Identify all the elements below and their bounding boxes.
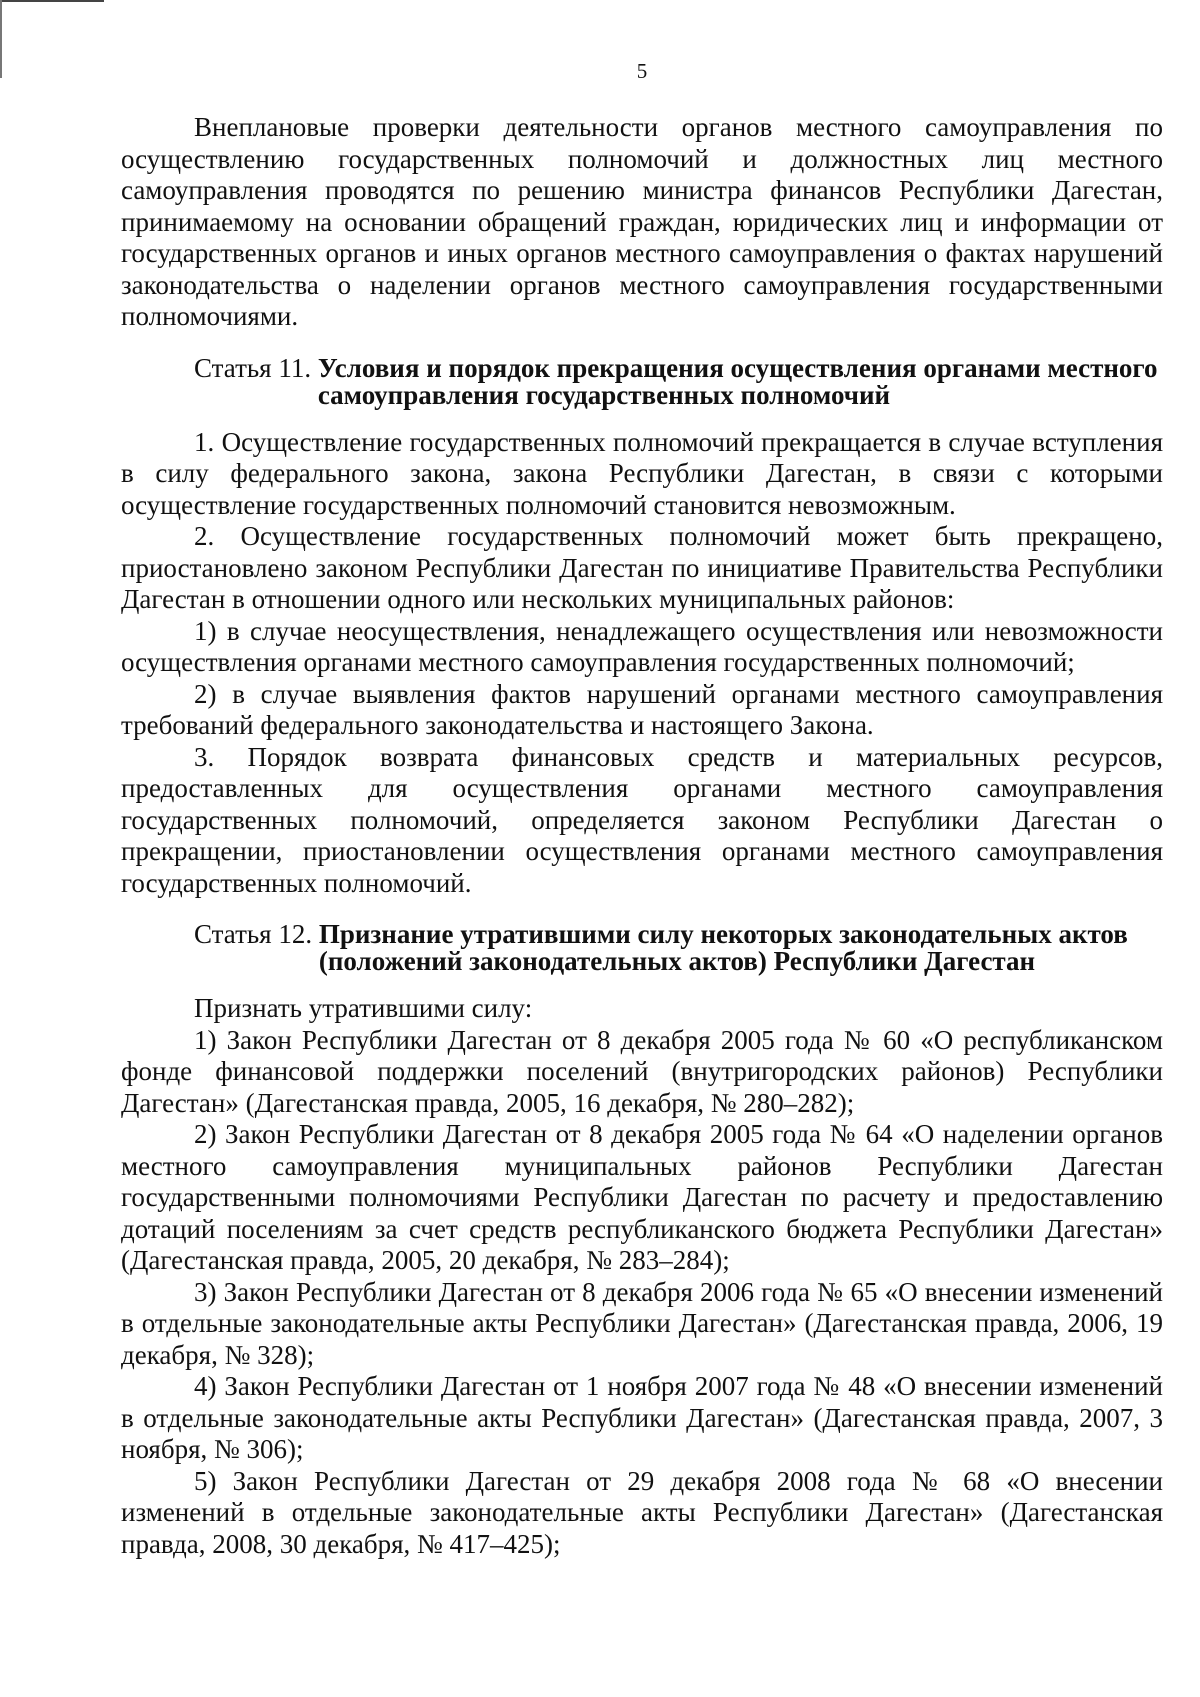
article-11-subitem-1: 1) в случае неосуществления, ненадлежащего осуществления или невозможности осуществления органами местного самоуправления государственных полномочий;	[121, 615, 1163, 677]
article-11-subitem-2: 2) в случае выявления фактов нарушений органами местного самоуправления требований федерального законодательства и настоящего Закона.	[121, 678, 1163, 740]
article-11-title: Условия и порядок прекращения осуществления органами местного самоуправления государственных полномочий	[317, 352, 1158, 410]
article-12-number: Статья 12.	[194, 919, 319, 949]
list-item: 3) Закон Республики Дагестан от 8 декабря 2006 года № 65 «О внесении изменений в отдельные законодательные акты Республики Дагестан» (Дагестанская правда, 2006, 19 декабря, № 328);	[121, 1276, 1163, 1370]
article-12-intro: Признать утратившими силу:	[194, 993, 533, 1023]
list-item: 5) Закон Республики Дагестан от 29 декабря 2008 года № 68 «О внесении изменений в отдельные законодательные акты Республики Дагестан» (Дагестанская правда, 2008, 30 декабря, № 417–425);	[121, 1465, 1163, 1559]
list-item: 4) Закон Республики Дагестан от 1 ноября 2007 года № 48 «О внесении изменений в отдельные законодательные акты Республики Дагестан» (Дагестанская правда, 2007, 3 ноября, № 306);	[121, 1371, 1163, 1464]
article-12-heading	[121, 921, 1163, 975]
page-number: 5	[636, 59, 648, 83]
intro-paragraph: Внеплановые проверки деятельности органов местного самоуправления по осуществлению государственных полномочий и должностных лиц местного самоуправления проводятся по решению министра финансов Республики Дагестан, принимаемому на основании обращений граждан, юридических лиц и информации от государственных органов и иных органов местного самоуправления о фактах нарушений законодательства о наделении органов местного самоуправления государственными полномочиями.	[121, 112, 1163, 331]
scan-edge-mark-vertical	[0, 0, 2, 78]
article-11-paragraph-3: 3. Порядок возврата финансовых средств и материальных ресурсов, предоставленных для осуществления органами местного самоуправления государственных полномочий, определяется законом Республики Дагестан о прекращении, приостановлении осуществления органами местного самоуправления государственных полномочий.	[121, 741, 1163, 898]
article-11-number: Статья 11.	[194, 352, 318, 383]
list-item: 2) Закон Республики Дагестан от 8 декабря 2005 года № 64 «О наделении органов местного самоуправления муниципальных районов Республики Дагестан государственными полномочиями Республики Дагестан по расчету и предоставлению дотаций поселениям за счет средств республиканского бюджета Республики Дагестан» (Дагестанская правда, 2005, 20 декабря, № 283–284);	[121, 1119, 1163, 1275]
scan-edge-mark	[0, 0, 104, 2]
article-11-paragraph-1: 1. Осуществление государственных полномочий прекращается в случае вступления в силу федерального закона, закона Республики Дагестан, в связи с которыми осуществление государственных полномочий становится невозможным.	[121, 426, 1163, 520]
list-item: 1) Закон Республики Дагестан от 8 декабря 2005 года № 60 «О республиканском фонде финансовой поддержки поселений (внутригородских районов) Республики Дагестан» (Дагестанская правда, 2005, 16 декабря, № 280–282);	[121, 1024, 1163, 1118]
article-11-paragraph-2: 2. Осуществление государственных полномочий может быть прекращено, приостановлено законом Республики Дагестан по инициативе Правительства Республики Дагестан в отношении одного или нескольких муниципальных районов:	[121, 521, 1163, 614]
article-12-title: Признание утратившими силу некоторых законодательных актов (положений законодательных актов) Республики Дагестан	[318, 919, 1128, 976]
article-11-heading	[121, 352, 1163, 410]
document-page	[121, 58, 1163, 1560]
